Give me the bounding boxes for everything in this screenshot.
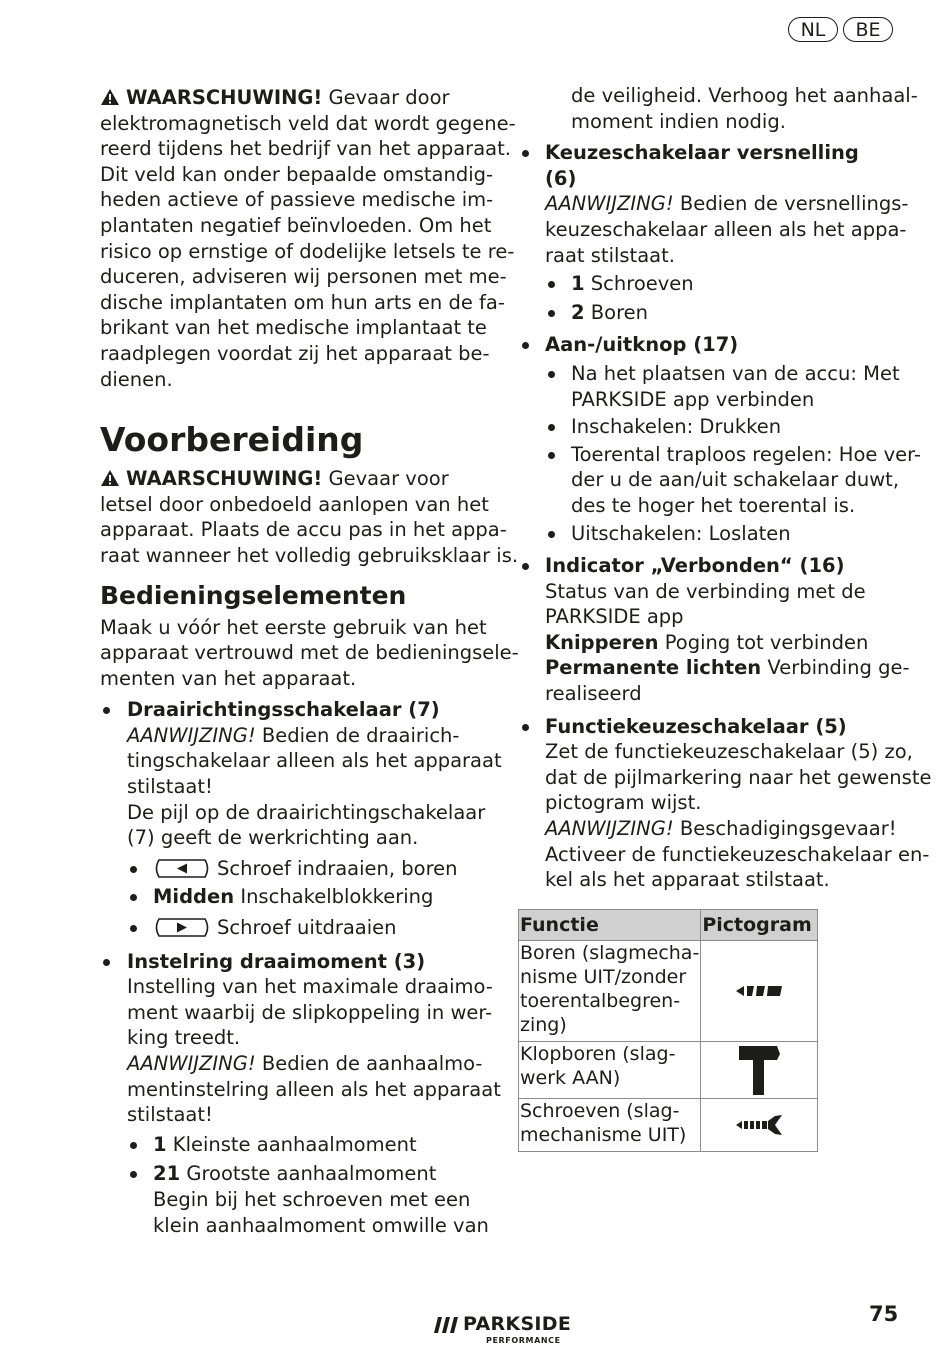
bullet <box>548 281 555 288</box>
bullet <box>548 424 555 431</box>
bullet <box>548 452 555 459</box>
table-cell: Boren (slagmecha- nisme UIT/zonder toerentalbegren- zing) <box>519 941 701 1042</box>
bullet <box>130 894 137 901</box>
drill-icon <box>735 984 783 998</box>
table-cell: Klopboren (slag- werk AAN) <box>519 1042 701 1099</box>
sub-item: Schroef uitdraaien <box>127 915 500 941</box>
list-item-versnelling: Keuzeschakelaar versnelling (6) AANWIJZING! Bedien de versnellings- keuzeschakelaar alleen als het appa- raat stilstaat. 1 Schroeven 2 Boren <box>519 140 919 325</box>
sub-item: 1 Kleinste aanhaalmoment <box>127 1132 500 1158</box>
brand-name: PARKSIDE <box>463 1313 572 1335</box>
bullet <box>522 563 529 570</box>
bullet <box>522 342 529 349</box>
continued-text: de veiligheid. Verhoog het aanhaal- moment indien nodig. <box>571 84 918 133</box>
section-title: Voorbereiding <box>100 420 364 460</box>
function-table <box>518 909 818 1152</box>
sub-item: 1 Schroeven <box>545 271 919 297</box>
warning-label: WAARSCHUWING! <box>126 467 323 491</box>
sub-item: Toerental traploos regelen: Hoe ver- der u de aan/uit schakelaar duwt, des te hoger het toerental is. <box>545 442 919 519</box>
bullet <box>522 150 529 157</box>
bullet <box>548 371 555 378</box>
switch-right-icon <box>153 918 211 937</box>
list-item-instelring: Instelring draaimoment (3) Instelling van het maximale draaimo- ment waarbij de slipkoppeling in wer- king treedt. AANWIJZING! Bedien de aanhaalmo- mentinstelring alleen als het apparaat stilstaat! 1 Kleinste aanhaalmoment 21 Grootste aanhaalmoment Begin bij het schroeven met een klein aanhaalmoment omwille van <box>100 949 500 1239</box>
table-cell <box>701 1042 818 1099</box>
bullet <box>130 1142 137 1149</box>
list-item-aan-uitknop: Aan-/uitknop (17) Na het plaatsen van de accu: Met PARKSIDE app verbinden Inschakelen: Drukken Toerental traploos regelen: Hoe ver- der u de aan/uit schakelaar duwt, des te hoger het toerental is. Uitschakelen: Loslaten <box>519 332 919 546</box>
bullet <box>548 531 555 538</box>
table-row <box>519 1042 818 1099</box>
item-title: Draairichtingsschakelaar (7) <box>127 698 440 722</box>
left-column <box>100 85 519 1238</box>
lang-badge-be: BE <box>843 17 893 42</box>
table-cell: Schroeven (slag- mechanisme UIT) <box>519 1099 701 1152</box>
warning-label: WAARSCHUWING! <box>126 86 323 109</box>
sub-item: Uitschakelen: Loslaten <box>545 521 919 547</box>
table-row <box>519 941 818 1042</box>
hammer-icon <box>737 1044 781 1096</box>
bullet <box>548 310 555 317</box>
warning-icon <box>100 88 120 106</box>
bullet <box>130 866 137 873</box>
table-header-row <box>519 910 818 941</box>
warning-block-2: WAARSCHUWING! Gevaar voor letsel door onbedoeld aanlopen van het apparaat. Plaats de accu pas in het appa- raat wanneer het volledig gebruiksklaar is. <box>100 467 519 567</box>
switch-left-icon <box>153 859 211 878</box>
bullet <box>103 707 110 714</box>
list-item-functiekeuze: Functiekeuzeschakelaar (5) Zet de functiekeuzeschakelaar (5) zo, dat de pijlmarkering naar het gewenste pictogram wijst. AANWIJZING! Beschadigingsgevaar! Activeer de functiekeuzeschakelaar en- kel als het apparaat stilstaat. <box>519 714 919 893</box>
warning-block-1: WAARSCHUWING! Gevaar door elektromagnetisch veld dat wordt gegene- reerd tijdens het bedrijf van het apparaat. Dit veld kan onder bepaalde omstandig- heden actieve of passieve medische im- plantaten negatief beïnvloeden. Om het risico op ernstige of dodelijke letsels te re- duceren, adviseren wij personen met me- dische implantaten om hun arts en de fa- brikant van het medische implantaat te raadplegen voordat zij het apparaat be- dienen. <box>100 86 516 391</box>
sub-item: Schroef indraaien, boren <box>127 856 500 882</box>
sub-item: 2 Boren <box>545 300 919 326</box>
subsection-title: Bedieningselementen <box>100 580 407 610</box>
right-column <box>519 83 932 893</box>
sub-item: 21 Grootste aanhaalmoment Begin bij het schroeven met een klein aanhaalmoment omwille van <box>127 1161 500 1238</box>
list-item-draairichting: Draairichtingsschakelaar (7) AANWIJZING! Bedien de draairich- tingschakelaar alleen als het apparaat stilstaat! De pijl op de draairichtingschakelaar (7) geeft de werkrichting aan. Schroef indraaien, boren Midden Inschakelblokkering Schroef uitdraaien <box>100 697 500 940</box>
sub-item: Inschakelen: Drukken <box>545 414 919 440</box>
parkside-logo <box>430 1313 580 1354</box>
screw-icon <box>735 1114 783 1136</box>
sub-item: Midden Inschakelblokkering <box>127 884 500 910</box>
bullet <box>130 1171 137 1178</box>
list-item-indicator: Indicator „Verbonden“ (16) Status van de verbinding met de PARKSIDE app Knipperen Poging tot verbinden Permanente lichten Verbinding ge- realiseerd <box>519 553 919 707</box>
table-cell <box>701 941 818 1042</box>
page-number: 75 <box>869 1302 899 1326</box>
intro-paragraph: Maak u vóór het eerste gebruik van het apparaat vertrouwd met de bedieningsele- menten van het apparaat. <box>100 615 519 690</box>
bullet <box>522 724 529 731</box>
header-functie: Functie <box>519 910 701 941</box>
bullet <box>103 959 110 966</box>
item-title: Instelring draaimoment (3) <box>127 949 426 973</box>
warning-icon <box>100 469 120 487</box>
brand-subtitle: PERFORMANCE <box>486 1336 561 1345</box>
bullet <box>130 925 137 932</box>
table-cell <box>701 1099 818 1152</box>
sub-item: Na het plaatsen van de accu: Met PARKSIDE app verbinden <box>545 361 919 412</box>
lang-badge-nl: NL <box>788 17 838 42</box>
header-pictogram: Pictogram <box>701 910 818 941</box>
table-row <box>519 1099 818 1152</box>
